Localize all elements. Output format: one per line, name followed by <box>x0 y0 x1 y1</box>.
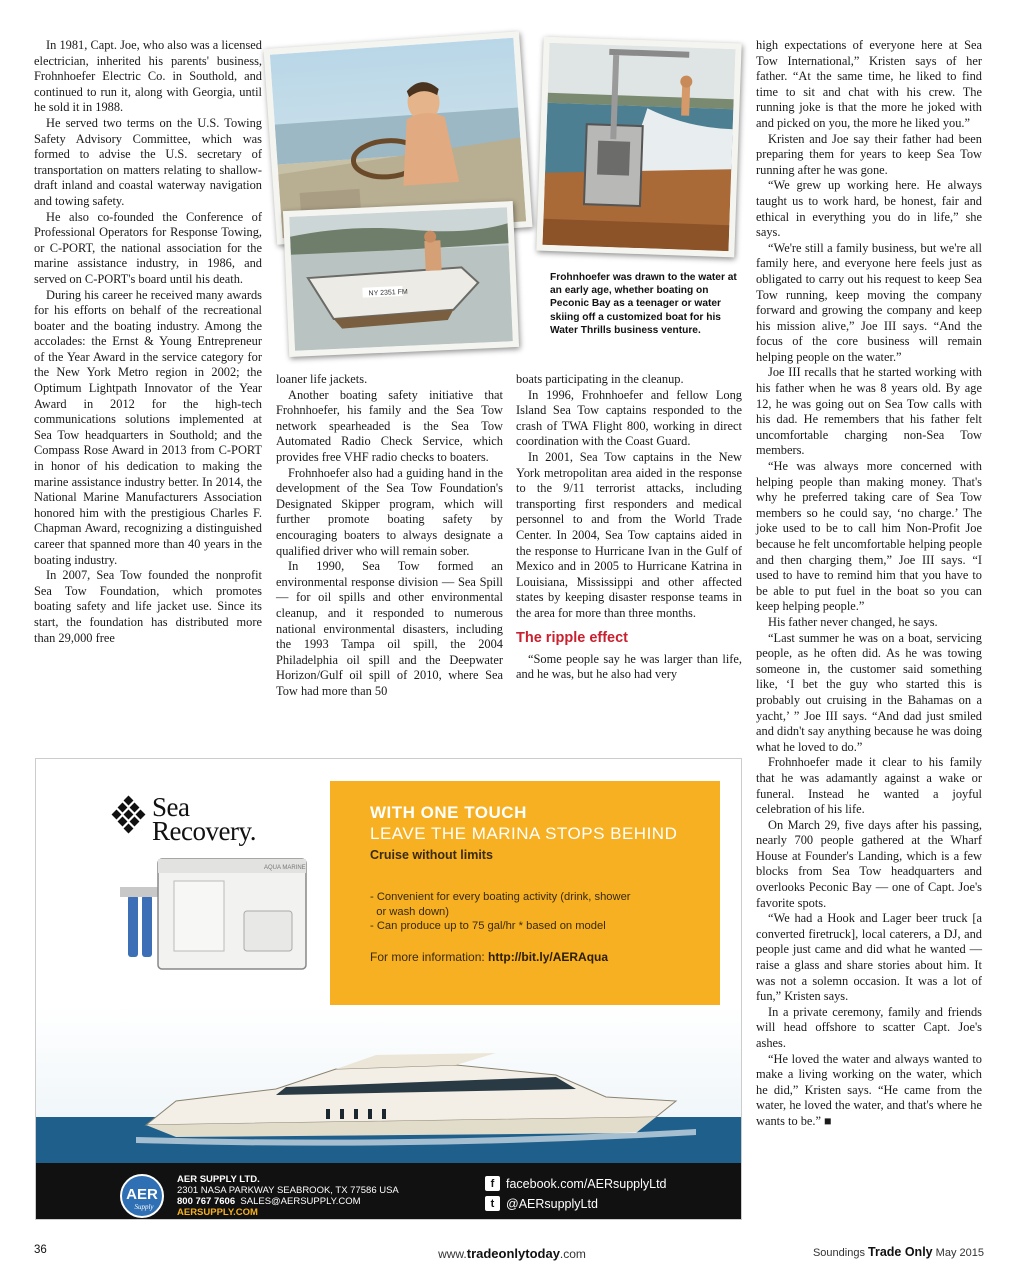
aer-supply-logo-icon <box>114 1173 170 1219</box>
article-paragraph: He served two terms on the U.S. Towing Safety Advisory Committee, which was formed to advise the U.S. secretary of transportation on matters relating to shallow-draft inland and coastal waterway navigation and towing safety. <box>34 115 262 208</box>
site-prefix: www. <box>438 1247 467 1261</box>
article-paragraph: “We had a Hook and Lager beer truck [a converted firetruck], local caterers, a DJ, and people just came and did what he wanted — raise a glass and share stories about him. It was not a solemn occasion. It was a lot of fun,” Kristen says. <box>756 911 982 1004</box>
article-paragraph: Frohnhoefer also had a guiding hand in the development of the Sea Tow Foundation's Designated Skipper program, which will further promote boating safety by encouraging boaters to always designate a qualified driver who will remain sober. <box>276 465 503 558</box>
logo-word-1: Sea <box>152 792 190 822</box>
ad-phone[interactable]: 800 767 7606 <box>177 1196 236 1207</box>
article-paragraph: “Some people say he was larger than life, and he was, but he also had very <box>516 651 742 682</box>
aer-logo-sub: Supply <box>134 1203 154 1211</box>
article-column-1 <box>34 38 262 646</box>
photo-boat-on-bay <box>283 201 519 357</box>
site-suffix: .com <box>559 1247 586 1261</box>
article-paragraph: high expectations of everyone here at Sea Tow International,” Kristen says of her father. “At the same time, he liked to find time to sit and chat with his crew. The running joke is that the more he joked with and picked on you, the more he liked you.” <box>756 38 982 130</box>
article-paragraph: In a private ceremony, family and friends will head offshore to scatter Capt. Joe's ashes. <box>756 1004 982 1050</box>
ad-email[interactable]: SALES@AERSUPPLY.COM <box>240 1196 361 1207</box>
article-paragraph: On March 29, five days after his passing, nearly 700 people gathered at the Wharf House at Founder's Landing, which is a few blocks from Sea Tow headquarters and overlooks Peconic Bay — one of Capt. Joe's favorite spots. <box>756 817 982 910</box>
photo-boat-on-bay-image <box>289 207 513 350</box>
article-column-3 <box>516 372 742 683</box>
page-number: 36 <box>34 1244 47 1256</box>
ad-bullet: or wash down) <box>370 905 449 918</box>
twitter-link[interactable] <box>485 1196 598 1211</box>
ad-company-name: AER SUPPLY LTD. <box>177 1174 260 1185</box>
ad-headline-2: LEAVE THE MARINA STOPS BEHIND <box>370 824 678 843</box>
facebook-icon: f <box>485 1176 500 1191</box>
sea-recovery-ad[interactable] <box>35 758 742 1220</box>
boat-registration: NY 2351 FM <box>368 288 408 298</box>
yacht-photo <box>36 1005 742 1173</box>
article-paragraph: “We're still a family business, but we're all family here, and everyone here feels just as obligated to carry out his request to keep Sea Tow running, keep moving the company forward and growing the company and keep his mission alive,” Joe III says. “And the focus of the core business will remain helping people on the water.” <box>756 240 982 364</box>
article-paragraph: boats participating in the cleanup. <box>516 372 684 386</box>
ad-info-link[interactable]: http://bit.ly/AERAqua <box>488 950 609 964</box>
article-column-4 <box>756 38 982 1130</box>
article-paragraph: Another boating safety initiative that Frohnhoefer, his family and the Sea Tow network spearheaded is the Sea Tow Automated Radio Check Service, which provides free VHF radio checks to boaters. <box>276 387 503 464</box>
article-paragraph: In 1996, Frohnhoefer and fellow Long Island Sea Tow captains responded to the crash of TWA Flight 800, working in direct coordination with the Coast Guard. <box>516 387 742 449</box>
sea-recovery-logo-icon <box>108 795 148 835</box>
ad-address: 2301 NASA PARKWAY SEABROOK, TX 77586 USA <box>177 1185 399 1196</box>
photo-water-skiing <box>536 37 741 258</box>
mast-title: Trade Only <box>868 1245 933 1259</box>
article-paragraph: During his career he received many awards for his efforts on behalf of the recreational boater and the boating industry. Among the accolades: the Ernst & Young Entrepreneur of the Year Award in the service category for the New York Metro region in 2002; the Optimum Lightpath Innovator of the Year Award in 2012 for the high-tech communications solutions implemented at Sea Tow headquarters in Southold; and the Compass Rose Award in 2013 from C-PORT in honor of his dedication to making the marine assistance industry better. In 2014, the National Marine Manufacturers Association honored him with the prestigious Charles F. Chapman Award, recognizing a distinguished career that spanned more than 40 years in the boating industry. <box>34 287 262 567</box>
article-paragraph: “He was always more concerned with helping people than making money. That's why he preferred taking care of Sea Tow members so he could say, ‘no charge.’ The joke used to be to call him Non-Profit Joe because he felt uncomfortable helping people and then charging them,” Joe III says. “I used to have to remind him that you have to be able to put fuel in the boat so you can keep helping people.” <box>756 459 982 614</box>
article-paragraph: In 2001, Sea Tow captains in the New York metropolitan area aided in the response to the 9/11 terrorist attacks, including transporting first responders and medical personnel to and from the World Trade Center. In 2004, Sea Tow captains aided in the response to Hurricane Ivan in the Gulf of Mexico and in 2005 to Hurricane Katrina in Louisiana, Mississippi and other affected states by keeping disaster response teams in the area for more than three months. <box>516 449 742 620</box>
publication-masthead <box>813 1245 984 1259</box>
article-paragraph: Joe III recalls that he started working with his father when he was 8 years old. By age 12, he was going out on Sea Tow calls with his dad. He remembers that his father felt uncomfortable charging non-Sea Tow members. <box>756 365 982 458</box>
ad-more-info <box>370 950 608 964</box>
article-column-2 <box>276 372 503 699</box>
mast-date: May 2015 <box>932 1247 984 1259</box>
article-paragraph: In 1981, Capt. Joe, who also was a licensed electrician, inherited his parents' business, Frohnhoefer Electric Co. in Southold, and continued to run it, along with Georgia, until he sold it in 1988. <box>34 38 262 115</box>
article-paragraph: Kristen and Joe say their father had been preparing them for years to keep Sea Tow running after he was gone. <box>756 131 982 177</box>
ad-bullet: - Convenient for every boating activity (drink, shower <box>370 891 631 903</box>
article-column-3-bottom <box>516 652 742 683</box>
facebook-handle: facebook.com/AERsupplyLtd <box>506 1176 667 1191</box>
ad-website[interactable]: AERSUPPLY.COM <box>177 1207 258 1218</box>
article-paragraph: His father never changed, he says. <box>768 614 938 629</box>
ad-headline-1: WITH ONE TOUCH <box>370 803 527 822</box>
site-name: tradeonlytoday <box>466 1246 560 1261</box>
article-column-3-top <box>516 372 742 622</box>
ad-phone-email <box>177 1196 361 1207</box>
section-subhead: The ripple effect <box>516 629 628 646</box>
article-paragraph: In 1990, Sea Tow formed an environmental response division — Sea Spill — for oil spills and other environmental cleanup, and it responded to numerous national environmental disasters, including the 1993 Tampa oil spill, the 2004 Philadelphia oil spill and the Deepwater Horizon/Gulf oil spill of 2010, where Sea Tow had more than 50 <box>276 559 503 698</box>
article-paragraph: “He loved the water and always wanted to make a living working on the water, which he did,” Kristen says. “He came from the water, he loved the water, and that's where he wants to be.” ■ <box>756 1051 982 1128</box>
photo-caption: Frohnhoefer was drawn to the water at an early age, whether boating on Peconic Bay as a teenager or water skiing off a customized boat for his Water Thrills business venture. <box>550 272 737 336</box>
twitter-icon: t <box>485 1196 500 1211</box>
ad-tagline: Cruise without limits <box>370 848 493 862</box>
aer-logo-text: AER <box>126 1186 158 1203</box>
sea-recovery-logo-text <box>152 792 256 846</box>
article-paragraph: loaner life jackets. <box>276 372 368 386</box>
article-paragraph: In 2007, Sea Tow founded the nonprofit Sea Tow Foundation, which promotes boating safety and life jacket use. Since its start, the foundation has distributed more than 29,000 free <box>34 568 262 645</box>
facebook-link[interactable] <box>485 1176 667 1191</box>
ad-bullet: - Can produce up to 75 gal/hr * based on model <box>370 920 606 932</box>
twitter-handle: @AERsupplyLtd <box>506 1196 598 1211</box>
article-paragraph: Frohnhoefer made it clear to his family that he was adamantly against a wake or funeral. Instead he wanted a joyful celebration of his life. <box>756 755 982 817</box>
photo-water-skiing-image <box>543 43 736 251</box>
unit-label: AQUA MARINE <box>264 865 306 871</box>
article-paragraph: He also co-founded the Conference of Professional Operators for Response Towing, or C-PORT, the national association for the marine assistance industry, in 1986, and served on C-PORT's board until his death. <box>34 209 262 286</box>
article-paragraph: “Last summer he was on a boat, servicing people, as he often did. As he was towing someone in, the customer said something like, ‘I bet the guy who started this is probably out cruising in the Bahamas on a yacht,’ ” Joe III says. “And dad just smiled and didn't say anything because he was doing what he loved to do.” <box>756 630 982 754</box>
ad-bullet-list <box>370 890 631 934</box>
mast-prefix: Soundings <box>812 1247 869 1259</box>
logo-word-2: Recovery. <box>152 816 256 846</box>
ad-info-label: For more information: <box>370 950 489 964</box>
watermaker-unit-image <box>114 851 314 977</box>
article-paragraph: “We grew up working here. He always taught us to work hard, be honest, fair and ethical in everything you do in life,” she says. <box>756 178 982 240</box>
